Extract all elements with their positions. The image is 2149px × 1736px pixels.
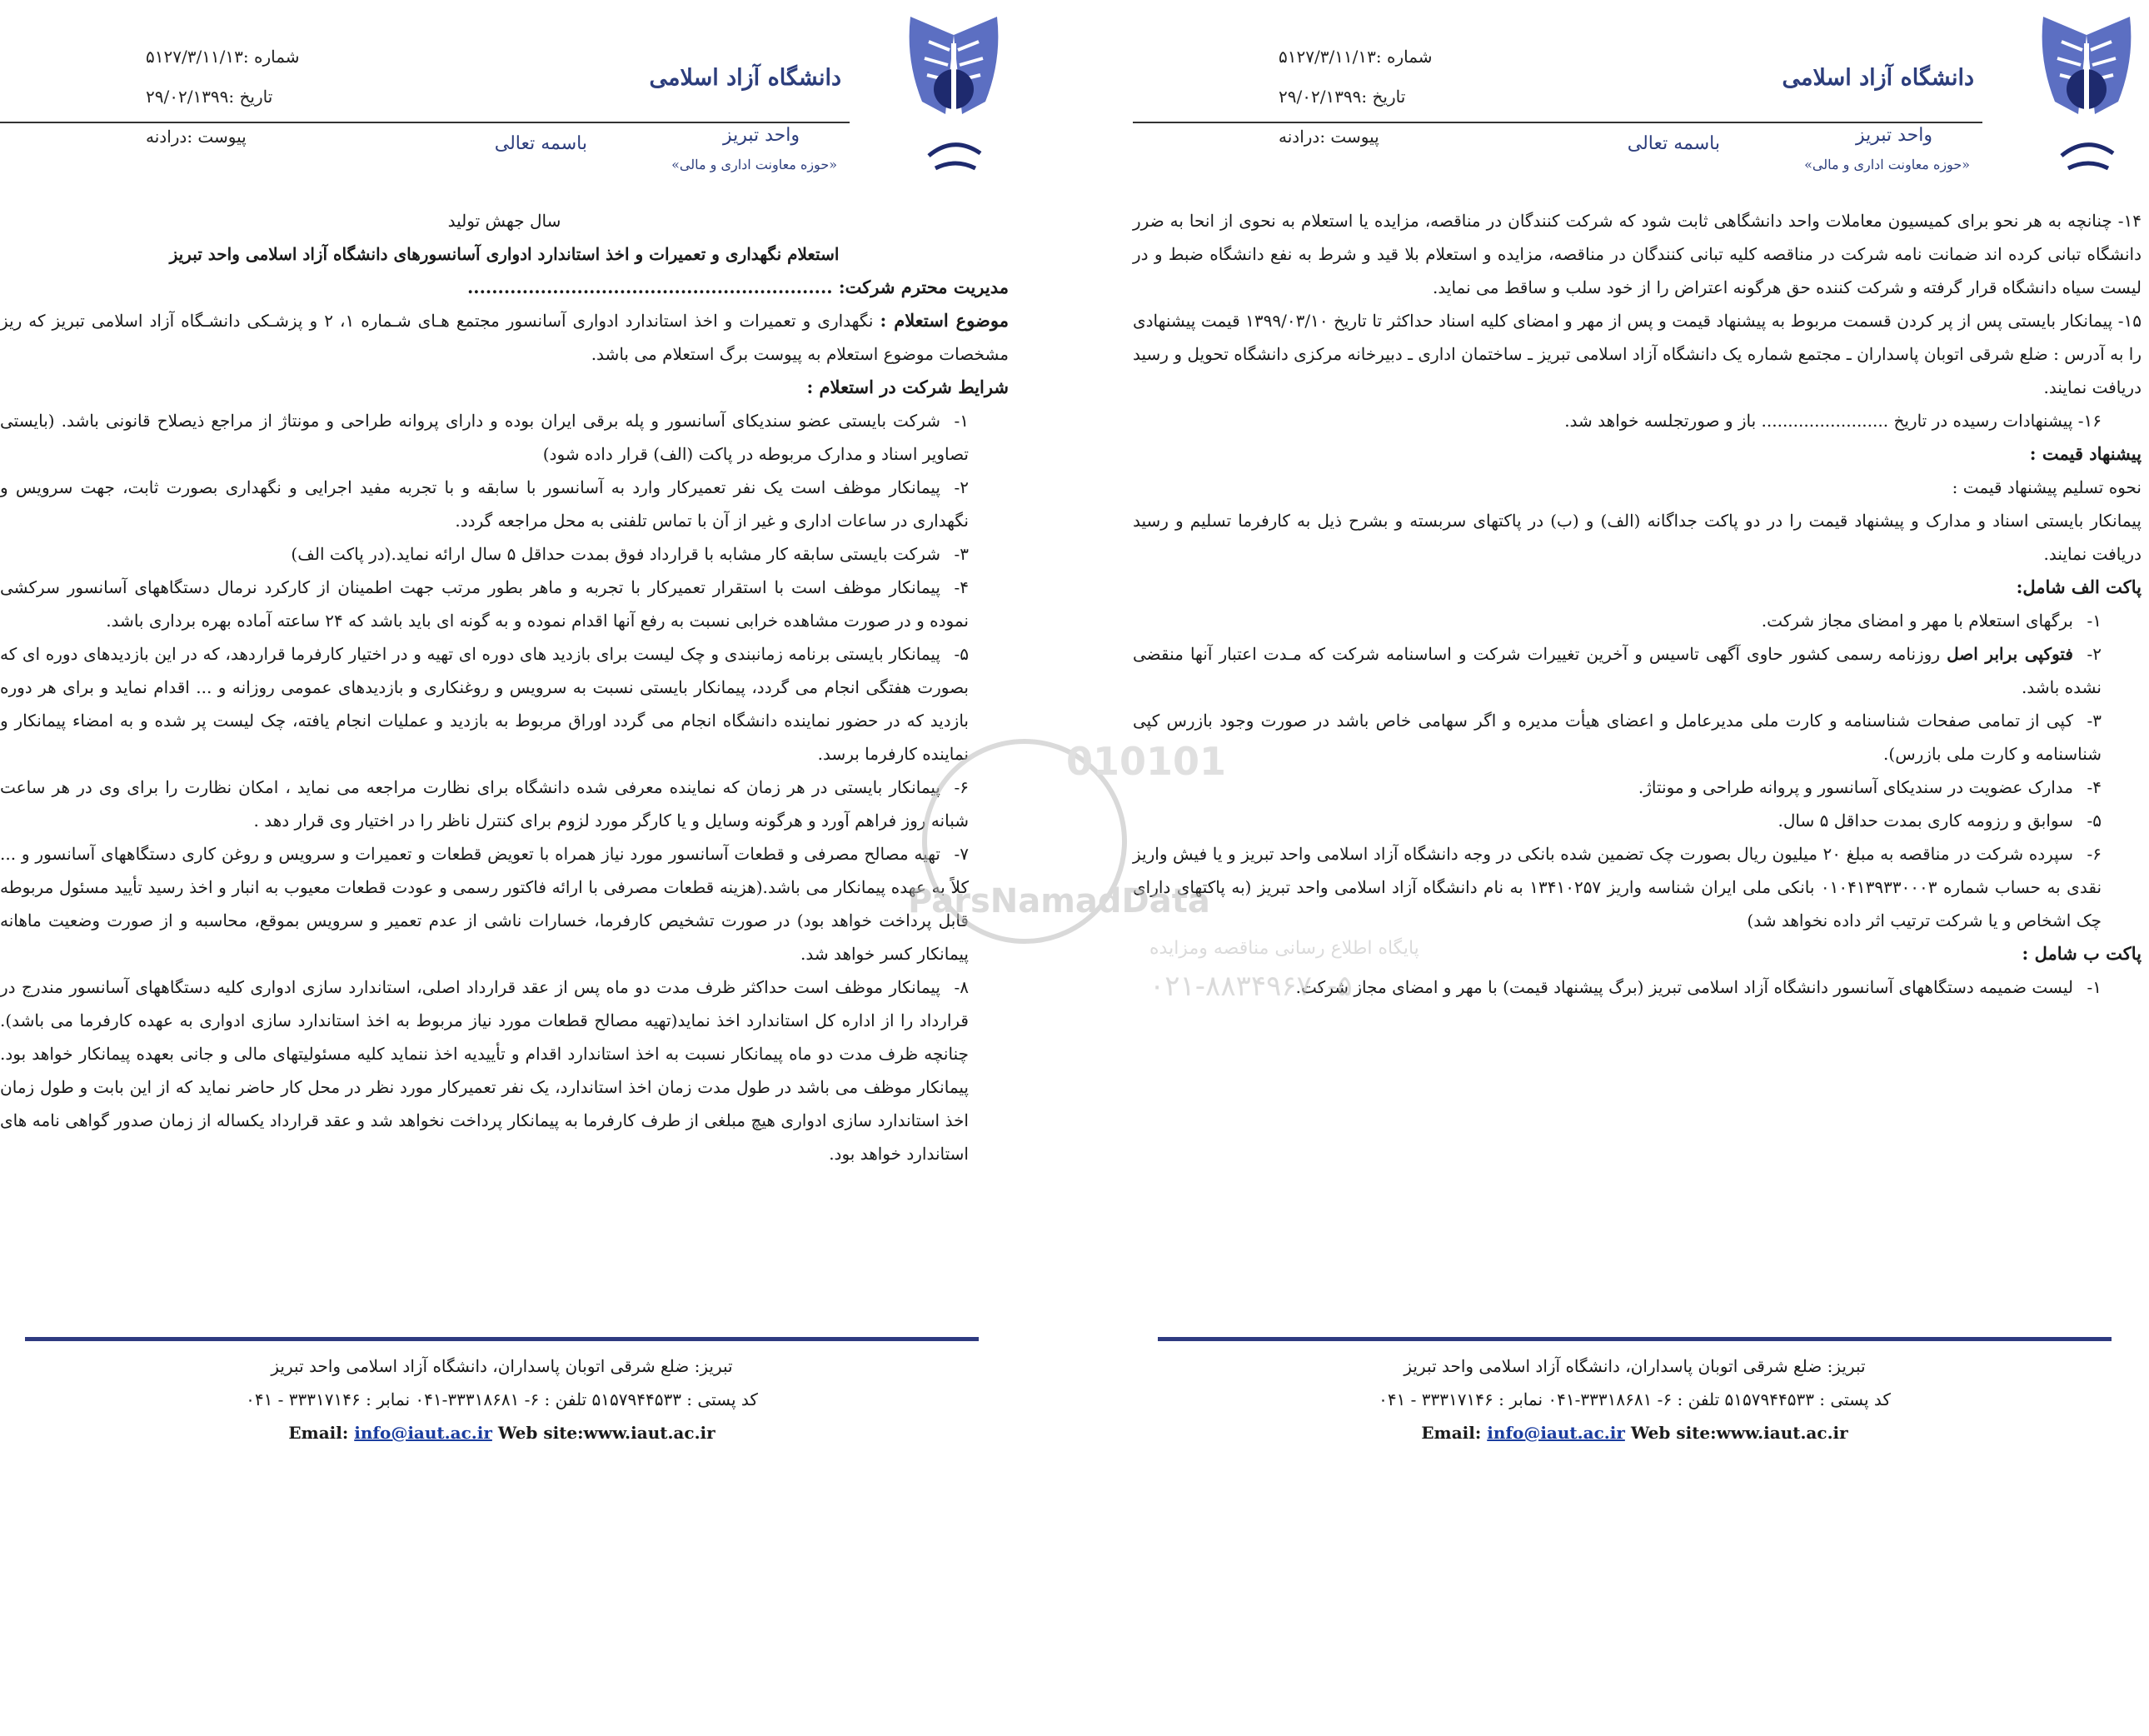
watermark-stamp [900, 716, 1419, 1016]
website-text: Web site:www.iaut.ac.ir [497, 1423, 716, 1443]
item-text: پیمانکار موظف است یک نفر تعمیرکار وارد به آسانسور با سابقه و با تجربه مفید اجرایی و نگهداری بصورت ثابت، جهت سرویس و نگهداری در ساعات اداری و غیر از آن با تماس تلفنی به محل مراجعه گردد. [0, 477, 969, 531]
footer-address: تبریز: ضلع شرقی اتوبان پاسداران، دانشگاه آزاد اسلامی واحد تبریز [271, 1356, 733, 1376]
letter-page-2 [1133, 0, 2145, 1736]
item-text: برگهای استعلام با مهر و امضای مجاز شرکت. [1761, 611, 2073, 631]
list-item [1133, 771, 2142, 804]
list-item [0, 571, 1009, 637]
item-bold-text: فتوکپی برابر اصل [1947, 644, 2073, 664]
letter-attachment: پیوست :درادنه [146, 127, 247, 147]
delivery-text: پیمانکار بایستی اسناد و مدارک و پیشنهاد قیمت را در دو پاکت جداگانه (الف) و (ب) در پاکتهای سربسته و بشرح ذیل به کارفرما تسلیم و رسید دریافت نمایند. [1133, 511, 2142, 564]
subject-text: نگهداری و تعمیرات و اخذ استاندارد ادواری آسانسور مجتمع هـای شـماره ۱، ۲ و پزشـکی دانشـگاه آزاد اسلامی تبریز که ریز مشخصات موضوع استعلام به پیوست برگ استعلام می باشد. [0, 311, 1009, 364]
university-logo-icon [2037, 10, 2137, 185]
list-item [0, 471, 1009, 537]
item-text: مدارک عضویت در سندیکای آسانسور و پروانه طراحی و مونتاژ. [1638, 777, 2073, 797]
clause-15: ۱۵- پیمانکار بایستی پس از پر کردن قسمت مربوط به پیشنهاد قیمت و پس از مهر و امضای کلیه اسناد حداکثر تا تاریخ ۱۳۹۹/۰۳/۱۰ قیمت پیشنهادی را به آدرس : ضلع شرقی اتوبان پاسداران ـ مجتمع شماره یک دانشگاه آزاد اسلامی تبریز ـ ساختمان اداری ـ دبیرخانه مرکزی دانشگاه تحویل و رسید دریافت نمایند. [1133, 311, 2142, 397]
item-text: پیمانکار بایستی در هر زمان که نماینده معرفی شده دانشگاه برای نظارت مراجعه می نماید ، امکان نظارت را برای وی در هر ساعت شبانه روز فراهم آورد و هرگونه وسایل و یا کارگر مورد لزوم برای کنترل ناظر را در اختیار وی قرار دهد . [0, 777, 969, 831]
letter-number: شماره :۵۱۲۷/۳/۱۱/۱۳ [1279, 47, 1433, 67]
item-number: ۵- [2087, 811, 2102, 831]
item-number: ۴- [954, 577, 969, 597]
basmeh: باسمه تعالی [494, 133, 587, 154]
list-item [0, 537, 1009, 571]
letter-page-1 [0, 0, 1012, 1736]
list-item [0, 637, 1009, 771]
footer-divider [1158, 1337, 2112, 1341]
watermark-digits: 010101 [1066, 739, 1227, 784]
item-text: لیست ضمیمه دستگاههای آسانسور دانشگاه آزاد اسلامی تبریز (برگ پیشنهاد قیمت) با مهر و امضای مجاز شرکت. [1295, 977, 2073, 997]
item-text: شرکت بایستی سابقه کار مشابه با قرارداد فوق بمدت حداقل ۵ سال ارائه نماید.(در پاکت الف) [291, 544, 940, 564]
letter-body [0, 204, 1009, 1170]
footer-contact [25, 1416, 979, 1449]
item-number: ۶- [954, 777, 969, 797]
website-text: Web site:www.iaut.ac.ir [1630, 1423, 1848, 1443]
delivery-heading: نحوه تسلیم پیشنهاد قیمت : [1952, 477, 2142, 497]
item-text: روزنامه رسمی کشور حاوی آگهی تاسیس و آخرین تغییرات شرکت و اساسنامه شرکت که مـدت اعتبار آنها منقضی نشده باشد. [1133, 644, 2102, 697]
document-title: استعلام نگهداری و تعمیرات و اخذ استاندارد ادواری آسانسورهای دانشگاه آزاد اسلامی واحد تبریز [169, 244, 840, 264]
letter-body [1133, 204, 2142, 1004]
university-name: دانشگاه آزاد اسلامی [649, 65, 841, 91]
basmeh: باسمه تعالی [1627, 133, 1720, 154]
salutation: مدیریت محترم شرکت: ............................................................ [466, 277, 1009, 297]
item-number: ۳- [954, 544, 969, 564]
letter-footer [25, 1337, 979, 1449]
letter-footer [1158, 1337, 2112, 1449]
list-item [1133, 637, 2142, 704]
list-item [1133, 804, 2142, 837]
item-text: شرکت بایستی عضو سندیکای آسانسور و پله برقی ایران بوده و دارای پروانه طراحی و مونتاژ از مراجع ذیصلاح قانونی باشد. (بایستی تصاویر اسناد و مدارک مربوطه در پاکت (الف) قرار داده شود) [0, 411, 969, 464]
item-text: کپی از تمامی صفحات شناسنامه و کارت ملی مدیرعامل و اعضای هیأت مدیره و اگر سهامی خاص باشد در صورت وجود بازرس کپی شناسنامه و کارت ملی بازرس). [1133, 711, 2102, 764]
email-label: Email: [1421, 1423, 1482, 1443]
packet-a-heading: پاکت الف شامل: [2016, 576, 2142, 597]
email-label: Email: [288, 1423, 349, 1443]
letterhead [1133, 0, 2145, 200]
footer-address: تبریز: ضلع شرقی اتوبان پاسداران، دانشگاه آزاد اسلامی واحد تبریز [1404, 1356, 1866, 1376]
department-name: «حوزه معاونت اداری و مالی» [1804, 157, 1970, 172]
list-item [0, 404, 1009, 471]
item-number: ۱- [954, 411, 970, 431]
list-item [0, 970, 1009, 1170]
list-item [1133, 704, 2142, 771]
letterhead [0, 0, 1012, 200]
list-item [0, 837, 1009, 970]
conditions-list [0, 404, 1009, 1170]
item-text: پیمانکار موظف است با استقرار تعمیرکار با تجربه و ماهر بطور مرتب جهت اطمینان از کارکرد نرمال دستگاههای آسانسور سرکشی نموده و در صورت مشاهده خرابی نسبت به رفع آنها اقدام نموده و به گونه ای باید باشد که ۲۴ ساعته آماده بهره برداری باشد. [0, 577, 969, 631]
branch-name: واحد تبریز [1855, 125, 1932, 146]
item-number: ۴- [2087, 777, 2102, 797]
clause-16: ۱۶- پیشنهادات رسیده در تاریخ ........................ باز و صورتجلسه خواهد شد. [1564, 411, 2102, 431]
year-slogan: سال جهش تولید [447, 211, 561, 231]
packet-b-heading: پاکت ب شامل : [2022, 943, 2142, 964]
watermark-tagline: پایگاه اطلاع رسانی مناقصه ومزایده [1149, 938, 1419, 959]
footer-contact [1158, 1416, 2112, 1449]
subject [0, 304, 1009, 371]
header-divider [1133, 122, 1982, 123]
footer-divider [25, 1337, 979, 1341]
footer-phones: کد پستی : ۵۱۵۷۹۴۴۵۳۳ تلفن : ۶- ۳۳۳۱۸۶۸۱-۰۴۱ نمابر : ۳۳۳۱۷۱۴۶ - ۰۴۱ [1379, 1389, 1891, 1409]
item-text: تهیه مصالح مصرفی و قطعات آسانسور مورد نیاز همراه با تعویض قطعات و تعمیرات و سرویس و روغن کاری دستگاههای آسانسور و ... کلاً به عهده پیمانکار می باشد.(هزینه قطعات مصرفی با ارائه فاکتور رسمی و عودت قطعات معیوب به انبار و اخذ رسید تأیید مسئول مربوطه قابل پرداخت خواهد بود) در صورت تشخیص کارفرما، خسارات ناشی از عدم تعمیر و سرویس بموقع، محاسبه و از صورت وضعیت ماهانه پیمانکار کسر خواهد شد. [0, 844, 969, 964]
department-name: «حوزه معاونت اداری و مالی» [671, 157, 837, 172]
item-text: سوابق و رزومه کاری بمدت حداقل ۵ سال. [1778, 811, 2073, 831]
university-name: دانشگاه آزاد اسلامی [1782, 65, 1974, 91]
item-number: ۱- [2087, 977, 2102, 997]
letter-date: تاریخ :۲۹/۰۲/۱۳۹۹ [146, 87, 273, 107]
item-number: ۱- [2087, 611, 2102, 631]
university-logo-icon [904, 10, 1004, 185]
item-number: ۲- [954, 477, 969, 497]
watermark-phone: ۰۲۱-۸۸۳۴۹۶۷۰-۵ [1149, 970, 1353, 1003]
email-link[interactable]: info@iaut.ac.ir [1487, 1423, 1625, 1443]
item-text: پیمانکار بایستی برنامه زمانبندی و چک لیست برای بازدید های دوره ای تهیه و در اختیار کارفرما قراردهد، که در این بازدیدهای دوره ای که بصورت هفتگی انجام می گردد، پیمانکار بایستی نسبت به سرویس و روغنکاری و بازدیدهای عمومی روزانه و ... اقدام نماید و برای هر دوره بازدید که در حضور نماینده دانشگاه انجام می گردد اوراق مربوط به بازدید و عملیات انجام یافته، چک لیست پر شده و به امضاء پیمانکار و نماینده کارفرما برسد. [0, 644, 970, 764]
footer-phones: کد پستی : ۵۱۵۷۹۴۴۵۳۳ تلفن : ۶- ۳۳۳۱۸۶۸۱-۰۴۱ نمابر : ۳۳۳۱۷۱۴۶ - ۰۴۱ [246, 1389, 758, 1409]
item-number: ۶- [2087, 844, 2102, 864]
item-number: ۸- [954, 977, 969, 997]
letter-attachment: پیوست :درادنه [1279, 127, 1379, 147]
item-text: پیمانکار موظف است حداکثر ظرف مدت دو ماه پس از عقد قرارداد اصلی، استاندارد سازی ادواری کلیه دستگاههای آسانسور مندرج در قرارداد را از اداره کل استاندارد اخذ نماید(تهیه مصالح قطعات مورد نیاز مربوط به اخذ استاندارد سازی ادواری به عهده کارفرما می باشد). چنانچه ظرف مدت دو ماه پیمانکار نسبت به اخذ استاندارد اقدام و تأییدیه اخذ ننماید کلیه مسئولیتهای مالی و جانی بعهده پیمانکار خواهد بود. پیمانکار موظف می باشد در طول مدت زمان اخذ استاندارد، یک نفر تعمیرکار مورد نظر در محل کار حاضر نماید که از این بابت و طول زمان اخذ استاندارد سازی ادواری هیچ مبلغی از طرف کارفرما به پیمانکار پرداخت نخواهد شد و عقد قرارداد یکساله از زمان صدور گواهی نامه های استاندارد خواهد بود. [0, 977, 969, 1164]
item-number: ۵- [954, 644, 969, 664]
item-number: ۲- [2087, 644, 2102, 664]
list-item [1133, 837, 2142, 937]
item-text: سپرده شرکت در مناقصه به مبلغ ۲۰ میلیون ریال بصورت چک تضمین شده بانکی در وجه دانشگاه آزاد اسلامی واحد تبریز و یا فیش واریز نقدی به حساب شماره ۰۱۰۴۱۳۹۳۳۰۰۰۳ بانکی ملی ایران شناسه واریز ۱۳۴۱۰۲۵۷ به نام دانشگاه آزاد اسلامی واحد تبریز (به پاکتهای دارای چک اشخاص و یا شرکت ترتیب اثر داده نخواهد شد) [1133, 844, 2102, 930]
header-divider [0, 122, 850, 123]
price-offer-heading: پیشنهاد قیمت : [2029, 443, 2142, 464]
packet-a-list [1133, 604, 2142, 937]
list-item [1133, 604, 2142, 637]
clause-14: ۱۴- چنانچه به هر نحو برای کمیسیون معاملات واحد دانشگاهی ثابت شود که شرکت کنندگان در مناقصه، مزایده یا استعلام به نحوی از انحا به ضرر دانشگاه تبانی کرده اند ضمانت نامه شرکت در مناقصه کلیه تبانی کنندگان در مناقصه، مزایده و استعلام بلا قید و شرط به نفع دانشگاه ضبط و در لیست سیاه دانشگاه قرار گرفته و شرکت کننده حق هرگونه اعتراض را از خود سلب و ساقط می نماید. [1133, 211, 2142, 297]
item-number: ۷- [954, 844, 969, 864]
letter-date: تاریخ :۲۹/۰۲/۱۳۹۹ [1279, 87, 1406, 107]
item-number: ۳- [2087, 711, 2102, 731]
subject-label: موضوع استعلام : [880, 310, 1009, 331]
branch-name: واحد تبریز [722, 125, 800, 146]
letter-number: شماره :۵۱۲۷/۳/۱۱/۱۳ [146, 47, 300, 67]
list-item [0, 771, 1009, 837]
conditions-heading: شرایط شرکت در استعلام : [806, 377, 1009, 397]
watermark-brand: ParsNamadData [908, 882, 1210, 920]
email-link[interactable]: info@iaut.ac.ir [354, 1423, 492, 1443]
